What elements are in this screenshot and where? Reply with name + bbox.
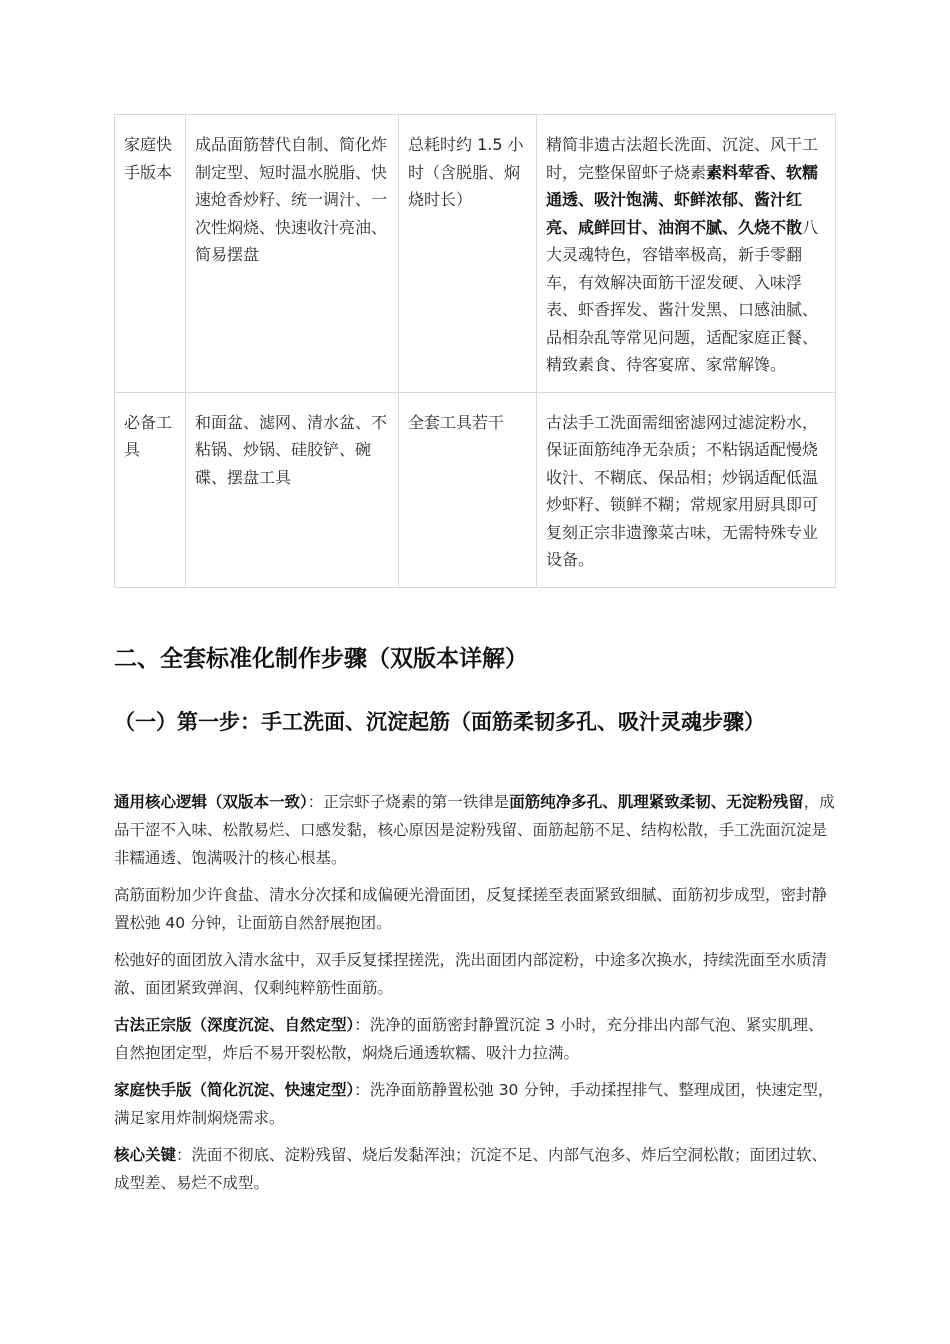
table-row <box>115 115 836 393</box>
paragraph-quick: 家庭快手版（简化沉淀、快速定型）：洗净面筋静置松弛 30 分钟，手动揉捏排气、整理成团，快速定型，满足家用炸制焖烧需求。 <box>114 1081 834 1127</box>
paragraph-key-points: 核心关键：洗面不彻底、淀粉残留、烧后发黏浑浊；沉淀不足、内部气泡多、炸后空洞松散；面团过软、成型差、易烂不成型。 <box>114 1146 828 1192</box>
highlight-features: 素料荤香、软糯通透、吸汁饱满、虾鲜浓郁、酱汁红亮、咸鲜回甘、油润不腻、久烧不散 <box>546 162 819 237</box>
paragraph-traditional: 古法正宗版（深度沉淀、自然定型）：洗净的面筋密封静置沉淀 3 小时，充分排出内部气泡、紧实肌理、自然抱团定型，炸后不易开裂松散，焖烧后通透软糯、吸汁力拉满。 <box>114 1016 824 1062</box>
row-time: 全套工具若干 <box>399 392 537 587</box>
row-description: 古法手工洗面需细密滤网过滤淀粉水，保证面筋纯净无杂质；不粘锅适配慢烧收汁、不糊底、保品相；炒锅适配低温炒虾籽、锁鲜不糊；常规家用厨具即可复刻正宗非遗豫菜古味，无需特殊专业设备。 <box>537 392 836 587</box>
row-label: 必备工具 <box>115 392 186 587</box>
section-heading: 二、全套标准化制作步骤（双版本详解） <box>114 646 528 672</box>
row-methods: 成品面筋替代自制、简化炸制定型、短时温水脱脂、快速炝香炒籽、统一调汁、一次性焖烧、快速收汁亮油、简易摆盘 <box>186 115 399 393</box>
row-time: 总耗时约 1.5 小时（含脱脂、焖烧时长） <box>399 115 537 393</box>
recipe-spec-table <box>114 114 836 588</box>
paragraph-knead: 高筋面粉加少许食盐、清水分次揉和成偏硬光滑面团，反复揉搓至表面紧致细腻、面筋初步成型，密封静置松弛 40 分钟，让面筋自然舒展抱团。 <box>114 886 828 932</box>
paragraph-wash: 松弛好的面团放入清水盆中，双手反复揉捏搓洗，洗出面团内部淀粉，中途多次换水，持续洗面至水质清澈、面团紧致弹润、仅剩纯粹筋性面筋。 <box>114 951 828 997</box>
step-body <box>114 788 838 1206</box>
row-label: 家庭快手版本 <box>115 115 186 393</box>
paragraph-core-logic: 通用核心逻辑（双版本一致）：正宗虾子烧素的第一铁律是面筋纯净多孔、肌理紧致柔韧、无淀粉残留，成品干涩不入味、松散易烂、口感发黏，核心原因是淀粉残留、面筋起筋不足、结构松散，手工洗面沉淀是非糯通透、饱满吸汁的核心根基。 <box>114 793 835 867</box>
row-methods: 和面盆、滤网、清水盆、不粘锅、炒锅、硅胶铲、碗碟、摆盘工具 <box>186 392 399 587</box>
step-heading: （一）第一步：手工洗面、沉淀起筋（面筋柔韧多孔、吸汁灵魂步骤） <box>114 710 765 734</box>
row-description: 精简非遗古法超长洗面、沉淀、风干工时，完整保留虾子烧素素料荤香、软糯通透、吸汁饱满、虾鲜浓郁、酱汁红亮、咸鲜回甘、油润不腻、久烧不散八大灵魂特色，容错率极高，新手零翻车，有效解决面筋干涩发硬、入味浮表、虾香挥发、酱汁发黑、口感油腻、品相杂乱等常见问题，适配家庭正餐、精致素食、待客宴席、家常解馋。 <box>537 115 836 393</box>
table-row <box>115 392 836 587</box>
